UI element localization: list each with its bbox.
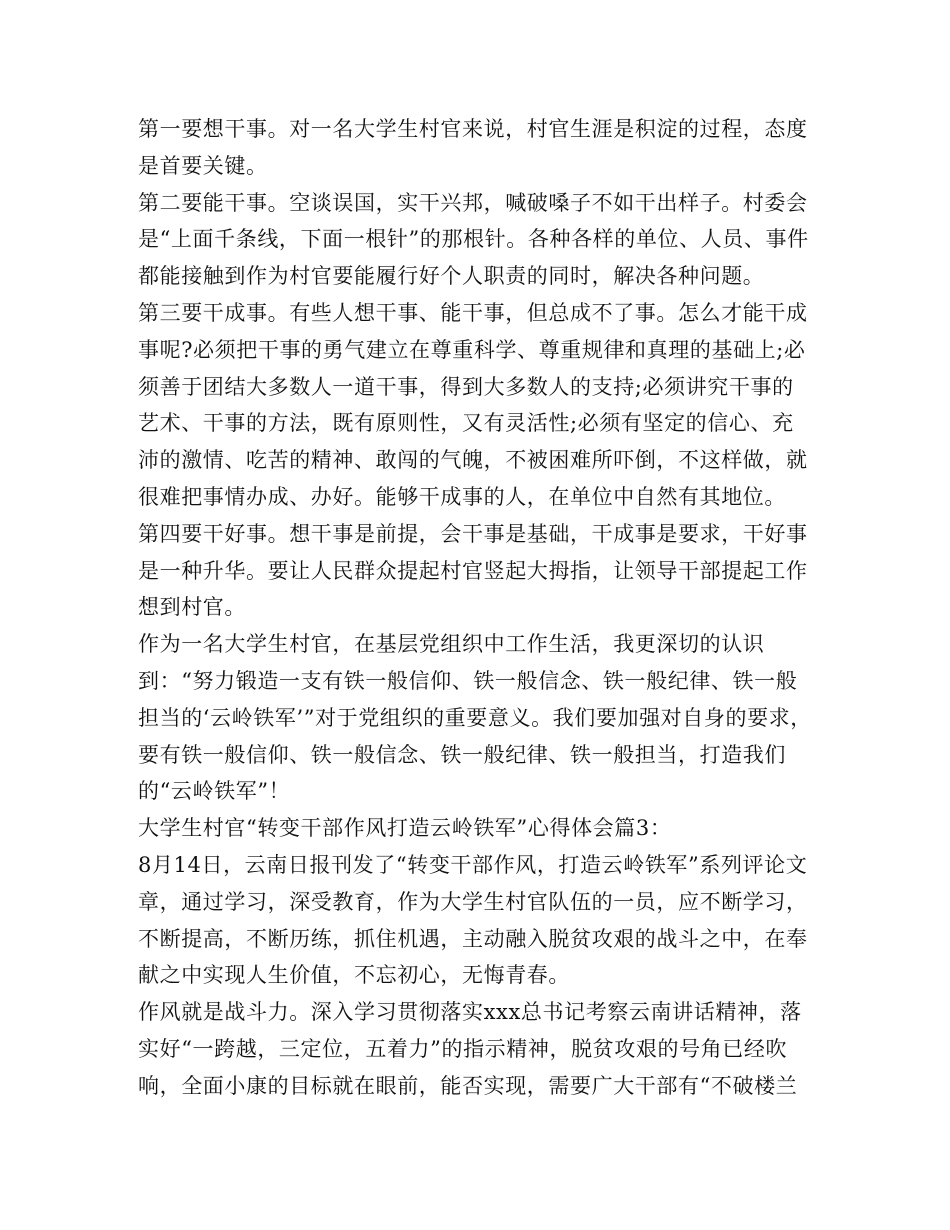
paragraph-1: 第一要想干事。对一名大学生村官来说，村官生涯是积淀的过程，态度是首要关键。 [138,117,808,178]
paragraph-3: 第三要干成事。有些人想干事、能干事，但总成不了事。怎么才能干成事呢?必须把干事的勇气建立在尊重科学、尊重规律和真理的基础上;必须善于团结大多数人一道干事，得到大多数人的支持;必须讲究干事的艺术、干事的方法，既有原则性，又有灵活性;必须有坚定的信心、充沛的激情、吃苦的精神、敢闯的气魄，不被困难所吓倒，不这样做，就很难把事情办成、办好。能够干成事的人，在单位中自然有其地位。 [138,300,808,509]
paragraph-4: 第四要干好事。想干事是前提，会干事是基础，干成事是要求，干好事是一种升华。要让人民群众提起村官竖起大拇指，让领导干部提起工作想到村官。 [138,521,808,620]
paragraph-2: 第二要能干事。空谈误国，实干兴邦，喊破嗓子不如干出样子。村委会是“上面千条线，下面一根针”的那根针。各种各样的单位、人员、事件都能接触到作为村官要能履行好个人职责的同时，解决各种问题。 [138,190,809,289]
paragraph-8: 作风就是战斗力。深入学习贯彻落实xxx总书记考察云南讲话精神，落实好“一跨越，三定位，五着力”的指示精神，脱贫攻艰的号角已经吹响，全面小康的目标就在眼前，能否实现，需要广大干部有“不破楼兰 [138,1000,802,1098]
paragraph-5: 作为一名大学生村官，在基层党组织中工作生活，我更深切的认识到：“努力锻造一支有铁一般信仰、铁一般信念、铁一般纪律、铁一般担当的‘云岭铁军’”对于党组织的重要意义。我们要加强对自身的要求，要有铁一般信仰、铁一般信念、铁一般纪律、铁一般担当，打造我们的“云岭铁军”！ [138,632,812,804]
document-body [138,111,814,1105]
paragraph-7: 8月14日，云南日报刊发了“转变干部作风，打造云岭铁军”系列评论文章，通过学习，深受教育，作为大学生村官队伍的一员，应不断学习，不断提高，不断历练，抓住机遇，主动融入脱贫攻艰的战斗之中，在奉献之中实现人生价值，不忘初心，无悔青春。 [138,852,808,988]
section-heading: 大学生村官“转变干部作风打造云岭铁军”心得体会篇3： [138,816,672,841]
